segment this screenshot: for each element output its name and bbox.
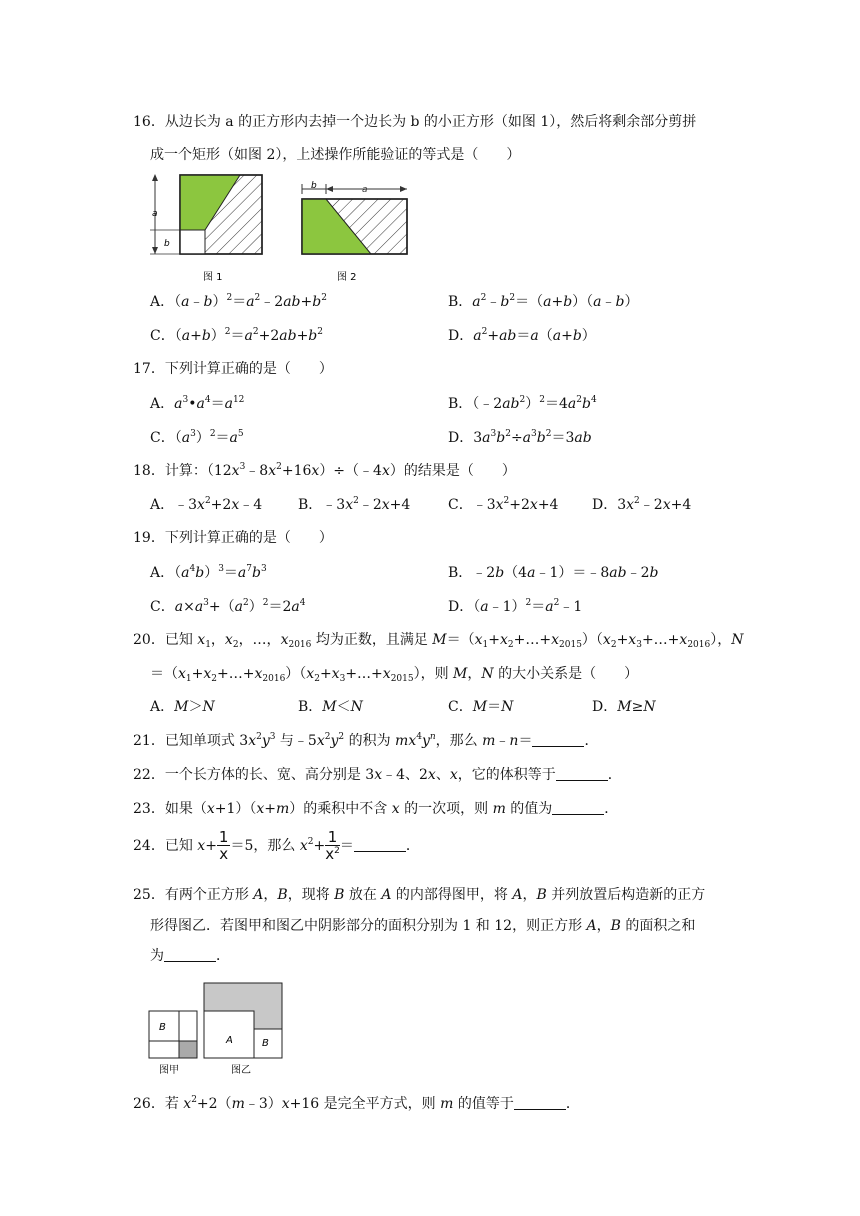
q20-number: 20． [133, 632, 165, 648]
q24-fraction-2: $\frac{1}{x^2}$ [325, 828, 340, 863]
q19-text: 下列计算正确的是（ ） [164, 530, 333, 546]
q18-option-b: B．$﹣3x^2﹣2x+4$ [298, 496, 411, 513]
q24-number: 24． [133, 838, 165, 854]
q19-option-a: A．$(a^4b)^3=a^7b^3$ [150, 564, 267, 581]
q21: 21．已知单项式 $3x^2y^3$ 与$﹣5x^2y^2$ 的积为 $mx^4y^n$，那么 m﹣n＝ ． [133, 732, 599, 749]
q19-option-b: B．﹣2b（4a﹣1）＝﹣8ab﹣2b [448, 565, 659, 581]
q26-answer-blank[interactable] [514, 1095, 566, 1110]
q21-answer-blank[interactable] [532, 732, 584, 747]
q25-line1: 25．有两个正方形 A，B，现将 B 放在 A 的内部得图甲，将 A，B 并列放置后构造新的正方 [133, 887, 706, 903]
q24-fraction-1: $\frac{1}{x}$ [218, 828, 229, 863]
q23-number: 23． [133, 801, 165, 817]
q26: 26．若 $x^2+2(m﹣3)x+16$ 是完全平方式，则 m 的值等于 ． [133, 1095, 580, 1112]
q19-number: 19． [133, 530, 165, 546]
q22-number: 22． [133, 767, 165, 783]
q25-line2: 形得图乙．若图甲和图乙中阴影部分的面积分别为 1 和 12，则正方形 A，B 的面积之和 [150, 918, 696, 934]
q17-stem [133, 359, 333, 379]
q16-text1: 从边长为 a 的正方形内去掉一个边长为 b 的小正方形（如图 1），然后将剩余部分剪拼 [164, 114, 697, 130]
fig-jia-caption: 图甲 [159, 1065, 179, 1075]
fig-jia-label-b: B [159, 1022, 166, 1033]
q18-option-d: D．$3x^2﹣2x+4$ [592, 496, 692, 513]
q23: 23．如果（x+1）（x+m）的乘积中不含 x 的一次项，则 m 的值为 ． [133, 801, 619, 817]
fig1-caption: 图 1 [203, 272, 223, 283]
q20-option-b: B．M＜N [298, 699, 363, 715]
q17-option-b: B．$(﹣2ab^2)^2=4a^2b^4$ [448, 395, 597, 412]
q20-option-a: A．M＞N [150, 699, 215, 715]
q19-stem [133, 528, 333, 548]
q25-figure-jia [145, 1007, 200, 1075]
q26-number: 26． [133, 1096, 165, 1112]
q25-line3: 为 ． [150, 948, 230, 964]
q17-number: 17． [133, 361, 165, 377]
q24: 24．已知 x+ $\frac{1}{x}$ ＝5，那么 $x^2+$ $\frac{1}{x^2}$ ＝ ． [133, 828, 420, 863]
q20-option-d: D．M≥N [592, 699, 656, 715]
q18-number: 18． [133, 463, 165, 479]
fig-yi-caption: 图乙 [231, 1065, 251, 1076]
q16-option-a: A．$(a﹣b)^2=a^2﹣2ab+b^2$ [150, 293, 327, 310]
q16-figure-1 [145, 172, 275, 287]
q22: 22．一个长方体的长、宽、高分别是 3x﹣4、2x、x，它的体积等于 ． [133, 767, 622, 783]
q25-answer-blank[interactable] [164, 947, 216, 962]
q17-option-c: C．$(a^3)^2=a^5$ [150, 429, 244, 446]
q16-option-b: B．$a^2﹣b^2=(a+b)(a﹣b)$ [448, 293, 639, 310]
q23-answer-blank[interactable] [552, 800, 604, 815]
q20-option-c: C．M＝N [448, 699, 514, 715]
fig1-label-a: a [152, 209, 158, 219]
q20-line1: 20．已知 $x_1$，$x_2$，…，$x_{2016}$ 均为正数，且满足 $M=(x_1+x_2+\dots+x_{2015})(x_2+x_3+\dots+x_{2016})$，N [133, 632, 744, 650]
q16-line1 [133, 112, 696, 132]
q21-number: 21． [133, 733, 165, 749]
q16-option-d: D．$a^2+ab=a(a+b)$ [448, 327, 596, 344]
q18-option-a: A．$﹣3x^2+2x﹣4$ [150, 496, 263, 513]
fig-yi-label-a: A [226, 1035, 233, 1046]
q25-figure-yi [201, 980, 285, 1077]
q17-option-d: D．$3a^3b^2\div a^3b^2=3ab$ [448, 429, 592, 446]
q19-option-d: D．$(a﹣1)^2=a^2﹣1$ [448, 598, 583, 615]
q24-answer-blank[interactable] [354, 837, 406, 852]
fig-yi-label-b: B [262, 1038, 269, 1049]
q17-option-a: A．$a^3•a^4=a^{12}$ [150, 395, 245, 412]
q19-option-c: C．$a\times a^3+(a^2)^2=2a^4$ [150, 598, 306, 615]
q16-option-c: C．$(a+b)^2=a^2+2ab+b^2$ [150, 327, 323, 344]
q22-answer-blank[interactable] [556, 766, 608, 781]
q16-number: 16． [133, 114, 165, 130]
q25-number: 25． [133, 887, 165, 903]
q16-line2: 成一个矩形（如图 2），上述操作所能验证的等式是（ ） [150, 147, 521, 163]
fig1-label-b: b [164, 239, 170, 249]
fig2-label-b: b [311, 181, 317, 191]
q16-figure-2 [295, 180, 420, 287]
fig2-caption: 图 2 [337, 272, 357, 283]
q17-text: 下列计算正确的是（ ） [164, 361, 333, 377]
q18-option-c: C．$﹣3x^2+2x+4$ [448, 496, 559, 513]
q20-line2: $=(x_1+x_2+\dots+x_{2016})(x_2+x_3+\dots+x_{2015})$，则 M，N 的大小关系是（ ） [150, 666, 639, 684]
fig2-label-a: a [362, 185, 368, 195]
q18-stem: 18．计算：$(12x^3﹣8x^2+16x)\div(﹣4x)$的结果是（ ） [133, 462, 516, 479]
